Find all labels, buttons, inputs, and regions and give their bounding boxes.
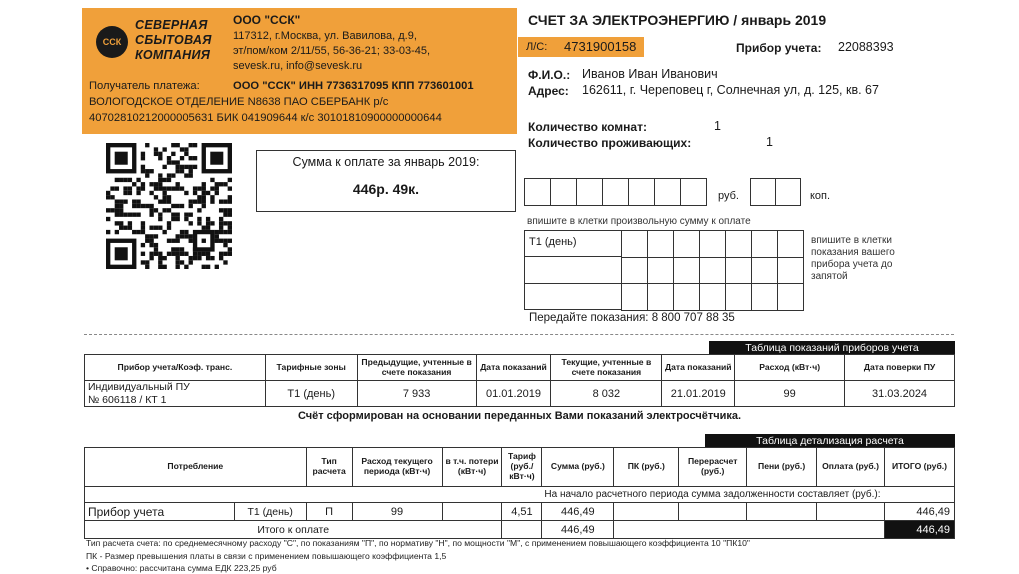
company-logo-icon: ССК <box>96 26 128 58</box>
detail-table <box>84 447 955 539</box>
entry-cell[interactable] <box>725 283 752 311</box>
entry-cell[interactable] <box>777 230 804 258</box>
detail-row-penalty <box>747 503 817 521</box>
detail-row-pk <box>614 503 679 521</box>
detail-row-payment <box>817 503 885 521</box>
readings-curr-date: 21.01.2019 <box>662 381 735 407</box>
detail-row-sum: 446,49 <box>542 503 614 521</box>
readings-prev: 7 933 <box>357 381 476 407</box>
meter-entry-hint: впишите в клетки показания вашего прибора учета до запятой <box>811 235 895 282</box>
entry-cell[interactable] <box>602 178 629 206</box>
entry-cell[interactable] <box>699 230 726 258</box>
rooms-value: 1 <box>714 119 721 133</box>
entry-cell[interactable] <box>751 283 778 311</box>
entry-cell[interactable] <box>699 257 726 285</box>
detail-row-consumption: 99 <box>352 503 442 521</box>
payee-label: Получатель платежа: <box>89 80 200 92</box>
entry-cell[interactable] <box>777 257 804 285</box>
qr-code-icon <box>106 143 232 269</box>
detail-total-label: Итого к оплате <box>85 521 502 539</box>
fio-label: Ф.И.О.: <box>528 68 571 82</box>
table-row <box>85 503 955 521</box>
footnote-1: Тип расчета счета: по среднемесячному расходу "С", по показаниям "П", по нормативу "Н", по мощности "М", с применением повышающего коэффициента 10 "ПК10" <box>86 538 750 548</box>
company-address-line-1: 117312, г.Москва, ул. Вавилова, д.9, <box>233 30 417 42</box>
logo-text-line-3: КОМПАНИЯ <box>135 48 211 62</box>
footnote-2: ПК - Размер превышения платы в связи с применением повышающего коэффициента 1,5 <box>86 551 447 561</box>
detail-row-total: 446,49 <box>884 503 954 521</box>
detail-header-payment: Оплата (руб.) <box>817 448 885 487</box>
detail-total-sum: 446,49 <box>542 521 614 539</box>
meter-value: 22088393 <box>838 40 894 54</box>
readings-note: Счёт сформирован на основании переданных Вами показаний электросчётчика. <box>297 410 742 422</box>
detail-total-row <box>85 521 955 539</box>
entry-cell[interactable] <box>725 257 752 285</box>
readings-header-prev-date: Дата показаний <box>476 355 551 381</box>
entry-cell[interactable] <box>673 230 700 258</box>
address-label: Адрес: <box>528 84 569 98</box>
detail-header-type: Тип расчета <box>306 448 352 487</box>
detail-header-losses: в т.ч. потери (кВт·ч) <box>442 448 502 487</box>
detail-header-tariff: Тариф (руб./ кВт·ч) <box>502 448 542 487</box>
entry-cell[interactable] <box>654 178 681 206</box>
amount-label: Сумма к оплате за январь 2019: <box>292 155 480 169</box>
payee-bank: ВОЛОГОДСКОЕ ОТДЕЛЕНИЕ N8638 ПАО СБЕРБАНК р/с <box>89 96 389 108</box>
detail-table-caption: Таблица детализация расчета <box>705 434 955 448</box>
detail-row-losses <box>442 503 502 521</box>
readings-header-row <box>85 355 955 381</box>
table-row <box>85 381 955 407</box>
readings-header-device: Прибор учета/Коэф. транс. <box>85 355 266 381</box>
payee-name: ООО "ССК" ИНН 7736317095 КПП 773601001 <box>233 80 474 92</box>
phone-readings-text: Передайте показания: 8 800 707 88 35 <box>529 312 735 324</box>
rub-label: руб. <box>718 190 739 202</box>
residents-label: Количество проживающих: <box>528 136 692 150</box>
detail-debt-text: На начало расчетного периода сумма задолженности составляет (руб.): <box>85 487 885 503</box>
amount-value: 446р. 49к. <box>352 181 420 197</box>
detail-row-type: П <box>306 503 352 521</box>
detail-header-total: ИТОГО (руб.) <box>884 448 954 487</box>
detail-header-penalty: Пени (руб.) <box>747 448 817 487</box>
entry-cell[interactable] <box>750 178 776 206</box>
detail-header-recalc: Перерасчет (руб.) <box>679 448 747 487</box>
entry-cell[interactable] <box>673 257 700 285</box>
readings-consumption: 99 <box>735 381 845 407</box>
readings-table <box>84 354 955 407</box>
readings-header-curr-date: Дата показаний <box>662 355 735 381</box>
entry-cell[interactable] <box>647 257 674 285</box>
footnote-3: • Справочно: рассчитана сумма ЕДК 223,25 руб <box>86 563 277 573</box>
address-value: 162611, г. Череповец г, Солнечная ул, д. 125, кв. 67 <box>582 83 879 97</box>
entry-cell[interactable] <box>699 283 726 311</box>
entry-cell[interactable] <box>524 178 551 206</box>
readings-device-cell: Индивидуальный ПУ № 606118 / КТ 1 <box>85 381 266 407</box>
readings-curr: 8 032 <box>551 381 662 407</box>
payee-account: 40702810212000005631 БИК 041909644 к/с 30101810900000000644 <box>89 112 442 124</box>
readings-header-zones: Тарифные зоны <box>265 355 357 381</box>
readings-header-prev: Предыдущие, учтенные в счете показания <box>357 355 476 381</box>
detail-total-empty <box>502 521 542 539</box>
detail-total-total: 446,49 <box>884 521 954 539</box>
readings-header-verify: Дата поверки ПУ <box>845 355 955 381</box>
detail-debt-row <box>85 487 955 503</box>
company-address-line-2: эт/пом/ком 2/11/55, 56-36-21; 33-03-45, <box>233 45 431 57</box>
sum-entry-hint: впишите в клетки произвольную сумму к оплате <box>527 216 751 227</box>
bill-title: СЧЕТ ЗА ЭЛЕКТРОЭНЕРГИЮ / январь 2019 <box>528 12 827 28</box>
fio-value: Иванов Иван Иванович <box>582 67 718 81</box>
entry-cell[interactable] <box>680 178 707 206</box>
company-name: ООО "ССК" <box>233 13 301 27</box>
cut-line <box>84 334 954 335</box>
account-number-label: Л/С: <box>526 41 548 53</box>
entry-cell[interactable] <box>550 178 577 206</box>
readings-header-consumption: Расход (кВт·ч) <box>735 355 845 381</box>
meter-zone-label: Т1 (день) <box>529 236 577 248</box>
detail-row-zone: Т1 (день) <box>234 503 306 521</box>
meter-zone-divider-1 <box>524 256 622 257</box>
entry-cell[interactable] <box>673 283 700 311</box>
detail-row-name: Прибор учета <box>85 503 235 521</box>
detail-header-consumption: Потребление <box>85 448 307 487</box>
entry-cell[interactable] <box>647 283 674 311</box>
detail-header-sum: Сумма (руб.) <box>542 448 614 487</box>
detail-row-recalc <box>679 503 747 521</box>
meter-label: Прибор учета: <box>736 41 822 55</box>
entry-cell[interactable] <box>647 230 674 258</box>
readings-header-curr: Текущие, учтенные в счете показания <box>551 355 662 381</box>
entry-cell[interactable] <box>751 230 778 258</box>
entry-cell[interactable] <box>725 230 752 258</box>
readings-table-caption: Таблица показаний приборов учета <box>709 341 955 355</box>
entry-cell[interactable] <box>751 257 778 285</box>
readings-prev-date: 01.01.2019 <box>476 381 551 407</box>
residents-value: 1 <box>766 135 773 149</box>
entry-cell[interactable] <box>576 178 603 206</box>
company-contacts: sevesk.ru, info@sevesk.ru <box>233 60 363 72</box>
entry-cell[interactable] <box>621 283 648 311</box>
detail-row-tariff: 4,51 <box>502 503 542 521</box>
rooms-label: Количество комнат: <box>528 120 647 134</box>
detail-header-row <box>85 448 955 487</box>
entry-cell[interactable] <box>628 178 655 206</box>
meter-zone-divider-2 <box>524 283 622 284</box>
entry-cell[interactable] <box>621 230 648 258</box>
detail-header-period: Расход текущего периода (кВт·ч) <box>352 448 442 487</box>
entry-cell[interactable] <box>621 257 648 285</box>
entry-cell[interactable] <box>775 178 801 206</box>
logo-text-line-1: СЕВЕРНАЯ <box>135 18 208 32</box>
detail-header-pk: ПК (руб.) <box>614 448 679 487</box>
readings-verify-date: 31.03.2024 <box>845 381 955 407</box>
account-number-value: 4731900158 <box>564 39 637 54</box>
kop-label: коп. <box>810 190 831 202</box>
detail-total-gap <box>614 521 885 539</box>
logo-text-line-2: СБЫТОВАЯ <box>135 33 212 47</box>
detail-debt-value <box>884 487 954 503</box>
entry-cell[interactable] <box>777 283 804 311</box>
readings-zone: Т1 (день) <box>265 381 357 407</box>
